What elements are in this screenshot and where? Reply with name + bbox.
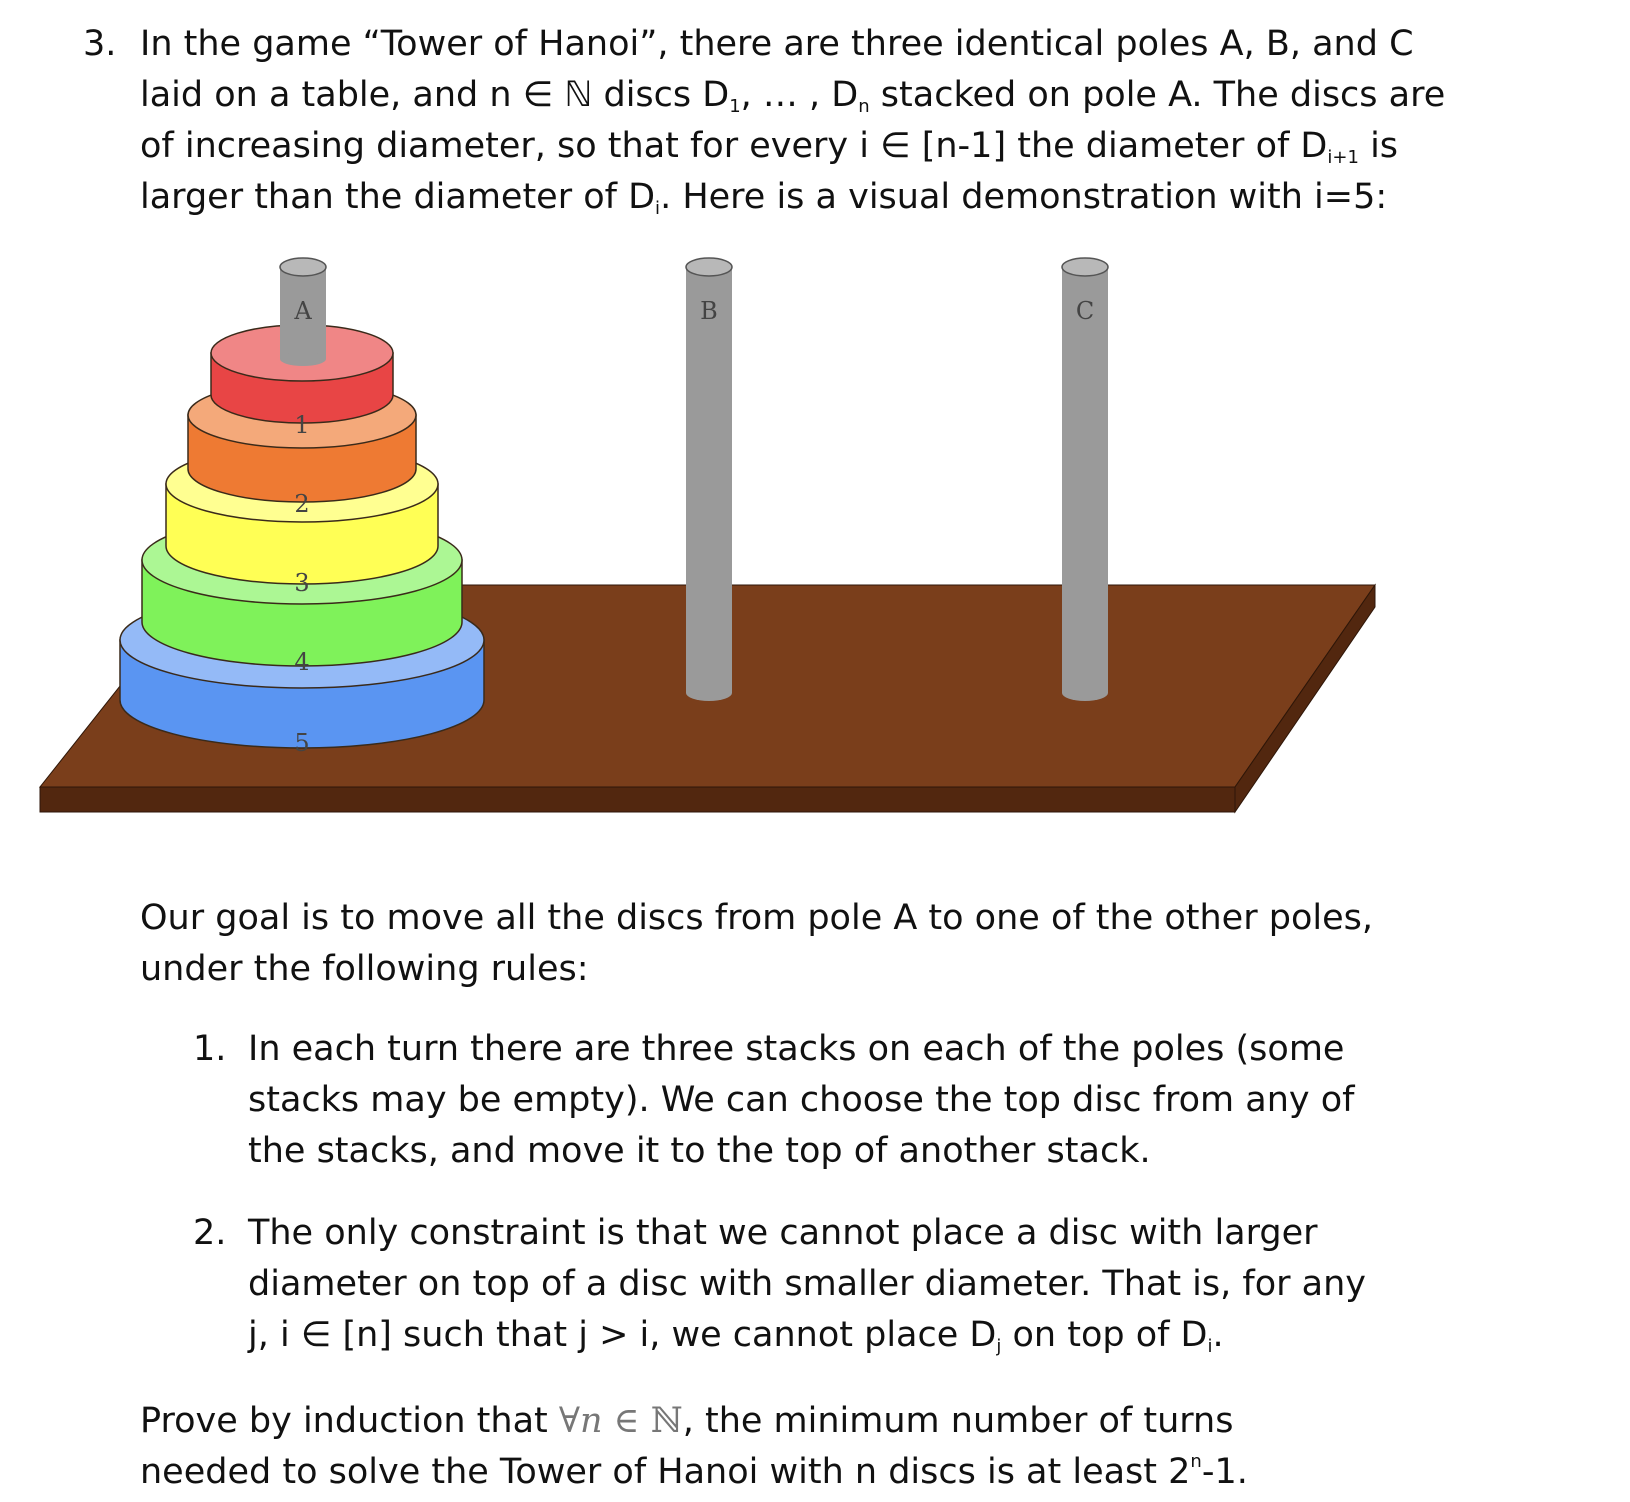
pole-label-b: B [700, 297, 718, 325]
prove-line-1: Prove by induction that ∀n ∈ ℕ, the minimum number of turns [140, 1401, 1234, 1441]
rule-1 [248, 1024, 1354, 1177]
board-front-edge [40, 787, 1235, 812]
intro-line-3: of increasing diameter, so that for every i ∈ [n-1] the diameter of $D_{i+1}$ is [140, 126, 1399, 168]
disc-label-5: 5 [294, 729, 310, 757]
disc-label-3: 3 [294, 569, 310, 597]
goal-paragraph [140, 893, 1373, 995]
intro-line-2: laid on a table, and n ∈ ℕ discs $D_1$, … , $D_n$ stacked on pole A. The discs are [140, 75, 1446, 117]
tower-of-hanoi-figure [30, 255, 1390, 855]
rule-2-line-3: j, i ∈ [n] such that j > i, we cannot place $D_j$ on top of $D_i$. [248, 1315, 1224, 1357]
rule-1-line-2: stacks may be empty). We can choose the top disc from any of [248, 1080, 1355, 1120]
pole-label-a: A [294, 297, 312, 325]
disc-label-1: 1 [294, 411, 310, 439]
forall-formula: ∀n ∈ ℕ [558, 1401, 683, 1441]
rule-2-number: 2. [193, 1213, 227, 1253]
pole-c [1062, 258, 1108, 701]
rule-1-line-1: In each turn there are three stacks on each of the poles (some [248, 1029, 1345, 1069]
rule-1-line-3: the stacks, and move it to the top of another stack. [248, 1131, 1151, 1171]
goal-line-1: Our goal is to move all the discs from pole A to one of the other poles, [140, 898, 1373, 938]
rule-2-line-1: The only constraint is that we cannot place a disc with larger [248, 1213, 1318, 1253]
rule-2-line-2: diameter on top of a disc with smaller diameter. That is, for any [248, 1264, 1366, 1304]
intro-line-4: larger than the diameter of $D_i$. Here is a visual demonstration with i=5: [140, 177, 1388, 219]
pole-b [686, 258, 732, 701]
rule-1-number: 1. [193, 1029, 227, 1069]
goal-line-2: under the following rules: [140, 949, 589, 989]
intro-line-1: In the game “Tower of Hanoi”, there are three identical poles A, B, and C [140, 24, 1414, 64]
intro-paragraph [140, 19, 1445, 223]
pole-label-c: C [1075, 297, 1095, 325]
disc-label-2: 2 [294, 490, 310, 518]
disc-label-4: 4 [294, 648, 310, 676]
prove-line-2: needed to solve the Tower of Hanoi with n discs is at least 2$^n$-1. [140, 1451, 1248, 1492]
pole-a [280, 258, 326, 366]
problem-number: 3. [83, 24, 117, 64]
prove-paragraph [140, 1396, 1248, 1498]
rule-2 [248, 1208, 1366, 1361]
